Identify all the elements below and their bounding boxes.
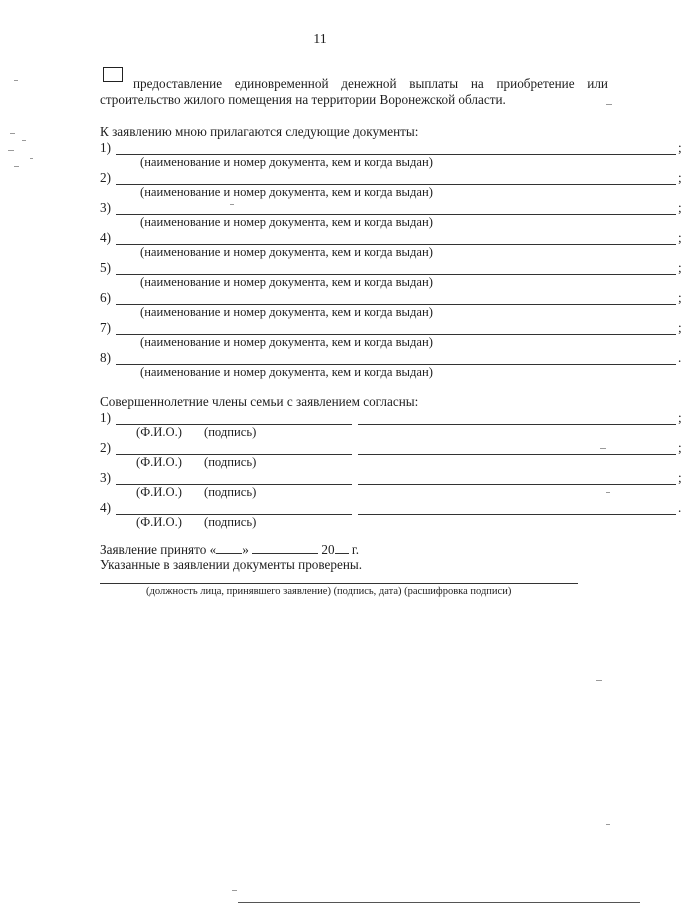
document-number: 1)	[100, 140, 111, 155]
signature-field[interactable]	[358, 454, 676, 455]
signature-field[interactable]	[358, 424, 676, 425]
family-heading: Совершеннолетние члены семьи с заявлением согласны:	[100, 394, 419, 409]
signature-field[interactable]	[358, 514, 676, 515]
document-number: 5)	[100, 260, 111, 275]
intro-line-1	[133, 76, 608, 92]
fio-caption: (Ф.И.О.)	[136, 515, 182, 529]
option-checkbox[interactable]	[103, 67, 123, 82]
scan-speck	[596, 680, 602, 681]
fio-caption: (Ф.И.О.)	[136, 485, 182, 499]
document-caption: (наименование и номер документа, кем и когда выдан)	[140, 335, 433, 349]
scan-speck	[232, 890, 237, 891]
row-terminator: .	[678, 500, 682, 515]
scan-speck	[230, 204, 234, 205]
scan-speck	[30, 158, 33, 159]
member-number: 1)	[100, 410, 111, 425]
scan-speck	[14, 80, 18, 81]
row-terminator: ;	[678, 170, 682, 185]
scan-speck	[22, 140, 26, 141]
scan-speck	[606, 104, 612, 105]
signature-caption: (подпись)	[204, 485, 257, 499]
accepted-mid: »	[242, 542, 249, 557]
signature-caption: (подпись)	[204, 455, 257, 469]
signature-field[interactable]	[358, 484, 676, 485]
scan-speck	[600, 448, 606, 449]
official-signature-field[interactable]	[100, 583, 578, 584]
day-field[interactable]	[216, 541, 242, 554]
acceptance-line	[100, 541, 359, 558]
scan-speck	[8, 150, 14, 151]
document-caption: (наименование и номер документа, кем и когда выдан)	[140, 275, 433, 289]
intro-word: на	[470, 76, 484, 91]
intro-word: денежной	[341, 76, 397, 91]
signature-caption: (подпись)	[204, 425, 257, 439]
accepted-prefix: Заявление принято «	[100, 542, 217, 557]
document-number: 4)	[100, 230, 111, 245]
intro-line-2: строительство жилого помещения на территории Воронежской области.	[100, 92, 506, 107]
year-field[interactable]	[335, 541, 349, 554]
member-number: 2)	[100, 440, 111, 455]
row-terminator: ;	[678, 440, 682, 455]
row-terminator: ;	[678, 410, 682, 425]
intro-word: предоставление	[133, 76, 223, 91]
document-caption: (наименование и номер документа, кем и когда выдан)	[140, 215, 433, 229]
scan-speck	[10, 133, 15, 134]
year-prefix: 20	[321, 542, 335, 557]
row-terminator: ;	[678, 320, 682, 335]
row-terminator: .	[678, 350, 682, 365]
document-caption: (наименование и номер документа, кем и когда выдан)	[140, 245, 433, 259]
row-terminator: ;	[678, 290, 682, 305]
intro-word: единовременной	[234, 76, 329, 91]
document-caption: (наименование и номер документа, кем и когда выдан)	[140, 185, 433, 199]
official-signature-caption: (должность лица, принявшего заявление) (подпись, дата) (расшифровка подписи)	[146, 586, 512, 597]
document-caption: (наименование и номер документа, кем и когда выдан)	[140, 155, 433, 169]
row-terminator: ;	[678, 470, 682, 485]
document-number: 2)	[100, 170, 111, 185]
document-number: 6)	[100, 290, 111, 305]
scan-speck	[606, 824, 610, 825]
document-caption: (наименование и номер документа, кем и когда выдан)	[140, 365, 433, 379]
bottom-edge-line	[238, 902, 640, 903]
signature-caption: (подпись)	[204, 515, 257, 529]
row-terminator: ;	[678, 200, 682, 215]
scan-speck	[606, 492, 610, 493]
row-terminator: ;	[678, 140, 682, 155]
intro-word: приобретение	[496, 76, 575, 91]
documents-heading: К заявлению мною прилагаются следующие документы:	[100, 124, 419, 139]
fio-caption: (Ф.И.О.)	[136, 455, 182, 469]
row-terminator: ;	[678, 260, 682, 275]
document-caption: (наименование и номер документа, кем и когда выдан)	[140, 305, 433, 319]
document-number: 8)	[100, 350, 111, 365]
intro-word: или	[587, 76, 608, 91]
intro-word: выплаты	[409, 76, 459, 91]
row-terminator: ;	[678, 230, 682, 245]
fio-caption: (Ф.И.О.)	[136, 425, 182, 439]
year-suffix: г.	[351, 542, 360, 557]
month-field[interactable]	[252, 541, 318, 554]
member-number: 4)	[100, 500, 111, 515]
document-number: 3)	[100, 200, 111, 215]
scan-speck	[14, 166, 19, 167]
member-number: 3)	[100, 470, 111, 485]
documents-checked-text: Указанные в заявлении документы проверены.	[100, 557, 363, 572]
page-number: 11	[313, 32, 327, 47]
document-number: 7)	[100, 320, 111, 335]
